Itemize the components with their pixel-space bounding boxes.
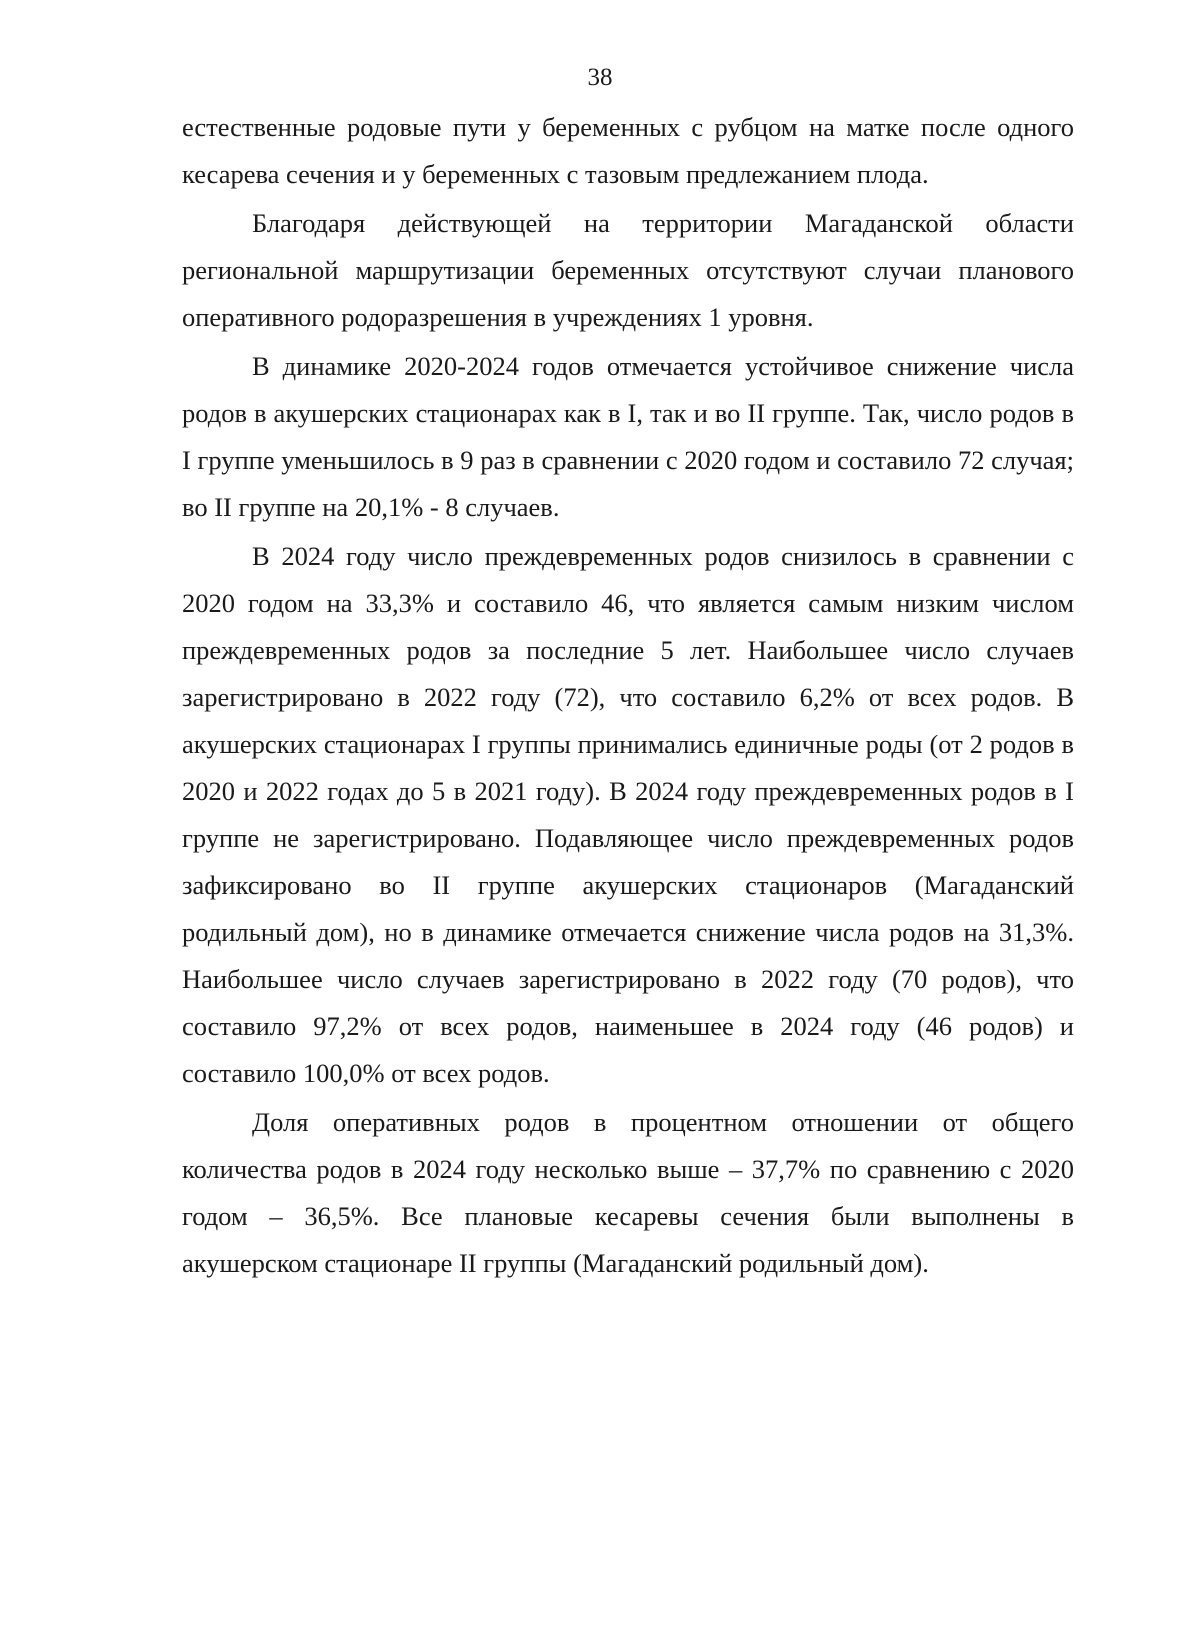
document-body [182,104,1074,1289]
page-number: 38 [587,64,613,91]
paragraph-premature-births: В 2024 году число преждевременных родов снизилось в сравнении с 2020 годом на 33,3% и составило 46, что является самым низким числом преждевременных родов за последние 5 лет. Наибольшее число случаев зарегистрировано в 2022 году (72), что составило 6,2% от всех родов. В акушерских стационарах I группы принимались единичные роды (от 2 родов в 2020 и 2022 годах до 5 в 2021 году). В 2024 году преждевременных родов в I группе не зарегистрировано. Подавляющее число преждевременных родов зафиксировано во II группе акушерских стационаров (Магаданский родильный дом), но в динамике отмечается снижение числа родов на 31,3%. Наибольшее число случаев зарегистрировано в 2022 году (70 родов), что составило 97,2% от всех родов, наименьшее в 2024 году (46 родов) и составило 100,0% от всех родов. [182,541,1074,1088]
paragraph-birth-dynamics: В динамике 2020-2024 годов отмечается устойчивое снижение числа родов в акушерских стационарах как в I, так и во II группе. Так, число родов в I группе уменьшилось в 9 раз в сравнении с 2020 годом и составило 72 случая; во II группе на 20,1% - 8 случаев. [182,351,1074,522]
paragraph-operative-births: Доля оперативных родов в процентном отношении от общего количества родов в 2024 году несколько выше – 37,7% по сравнению с 2020 годом – 36,5%. Все плановые кесаревы сечения были выполнены в акушерском стационаре II группы (Магаданский родильный дом). [182,1107,1074,1278]
paragraph-continuation: естественные родовые пути у беременных с рубцом на матке после одного кесарева сечения и у беременных с тазовым предлежанием плода. [182,112,1074,189]
paragraph-routing: Благодаря действующей на территории Магаданской области региональной маршрутизации беременных отсутствуют случаи планового оперативного родоразрешения в учреждениях 1 уровня. [182,208,1074,332]
